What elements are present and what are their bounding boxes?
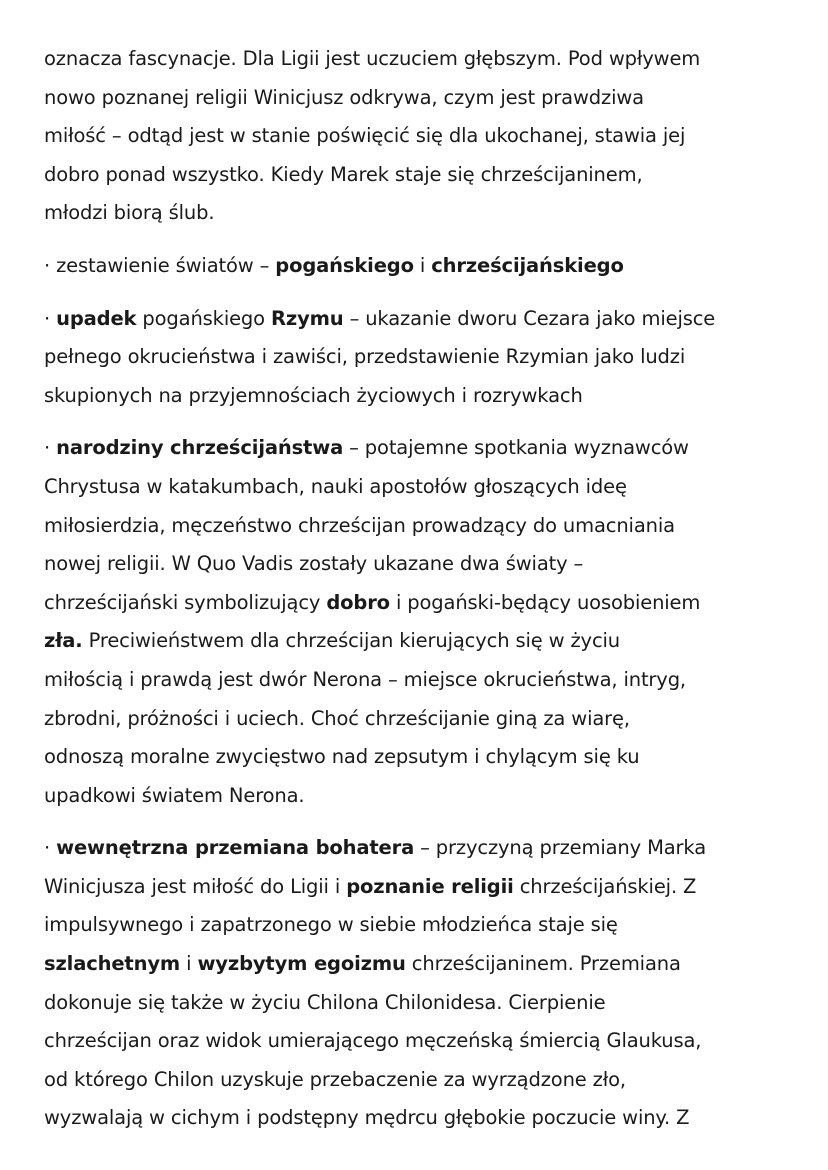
paragraph: [44, 300, 786, 416]
text-segment: Chrystusa w katakumbach, nauki apostołów głoszących ideę: [44, 474, 627, 498]
bold-text: wewnętrzna przemiana bohatera: [56, 836, 415, 860]
text-segment: ·: [44, 436, 57, 460]
text-line: [44, 700, 786, 739]
text-segment: chrześcijańskiej. Z: [513, 874, 697, 898]
text-segment: wyzwalają w cichym i podstępny mędrcu głębokie poczucie winy. Z: [44, 1106, 690, 1130]
bold-text: narodziny chrześcijaństwa: [56, 436, 344, 460]
text-line: [44, 338, 786, 377]
text-segment: nowo poznanej religii Winicjusz odkrywa, czym jest prawdziwa: [44, 85, 644, 109]
text-line: [44, 194, 786, 233]
text-line: [44, 429, 786, 468]
text-segment: – ukazanie dworu Cezara jako miejsce: [343, 306, 716, 330]
text-segment: miłość – odtąd jest w stanie poświęcić się dla ukochanej, stawia jej: [44, 124, 686, 148]
text-segment: młodzi biorą ślub.: [44, 201, 215, 225]
text-segment: i pogański-będący uosobieniem: [389, 590, 701, 614]
text-segment: skupionych na przyjemnościach życiowych i rozrywkach: [44, 383, 583, 407]
text-line: [44, 507, 786, 546]
text-segment: nowej religii. W Quo Vadis zostały ukazane dwa światy –: [44, 552, 584, 576]
bold-text: dobro: [326, 590, 390, 614]
text-line: [44, 156, 786, 195]
text-line: [44, 584, 786, 623]
bold-text: Rzymu: [271, 306, 344, 330]
text-line: [44, 661, 786, 700]
text-line: [44, 79, 786, 118]
text-line: [44, 1061, 786, 1100]
paragraph: [44, 40, 786, 233]
text-line: [44, 117, 786, 156]
bold-text: wyzbytym egoizmu: [197, 952, 406, 976]
text-segment: miłosierdzia, męczeństwo chrześcijan prowadzący do umacniania: [44, 513, 675, 537]
bold-text: upadek: [56, 306, 137, 330]
text-segment: impulsywnego i zapatrzonego w siebie młodzieńca staje się: [44, 913, 618, 937]
text-segment: – potajemne spotkania wyznawców: [343, 436, 689, 460]
text-segment: ·: [44, 306, 57, 330]
text-line: [44, 868, 786, 907]
text-segment: · zestawienie światów –: [44, 253, 276, 277]
paragraph: [44, 247, 786, 286]
text-line: [44, 247, 786, 286]
text-segment: dobro ponad wszystko. Kiedy Marek staje się chrześcijaninem,: [44, 162, 643, 186]
text-segment: chrześcijański symbolizujący: [44, 590, 327, 614]
text-segment: pogańskiego: [136, 306, 271, 330]
text-line: [44, 1022, 786, 1061]
text-segment: i: [413, 253, 432, 277]
text-segment: chrześcijaninem. Przemiana: [405, 952, 681, 976]
paragraph: [44, 829, 786, 1138]
text-segment: Preciwieństwem dla chrześcijan kierujących się w życiu: [82, 629, 620, 653]
bold-text: zła.: [44, 629, 83, 653]
text-segment: oznacza fascynacje. Dla Ligii jest uczuciem głębszym. Pod wpływem: [44, 47, 701, 70]
text-line: [44, 468, 786, 507]
bold-text: chrześcijańskiego: [431, 253, 624, 277]
text-line: [44, 777, 786, 816]
text-segment: od którego Chilon uzyskuje przebaczenie za wyrządzone zło,: [44, 1067, 626, 1091]
text-segment: upadkowi światem Nerona.: [44, 783, 305, 807]
text-segment: chrześcijan oraz widok umierającego męczeńską śmiercią Glaukusa,: [44, 1029, 702, 1053]
text-segment: i: [180, 952, 198, 976]
paragraph: [44, 429, 786, 815]
text-line: [44, 377, 786, 416]
text-segment: pełnego okrucieństwa i zawiści, przedstawienie Rzymian jako ludzi: [44, 345, 686, 369]
text-line: [44, 1099, 786, 1138]
text-line: [44, 738, 786, 777]
text-line: [44, 300, 786, 339]
bold-text: szlachetnym: [44, 952, 181, 976]
text-line: [44, 622, 786, 661]
text-segment: dokonuje się także w życiu Chilona Chilonidesa. Cierpienie: [44, 990, 606, 1014]
text-segment: – przyczyną przemiany Marka: [414, 836, 707, 860]
text-line: [44, 40, 786, 79]
text-line: [44, 829, 786, 868]
text-line: [44, 945, 786, 984]
text-line: [44, 984, 786, 1023]
bold-text: poznanie religii: [346, 874, 514, 898]
text-segment: miłością i prawdą jest dwór Nerona – miejsce okrucieństwa, intryg,: [44, 667, 686, 691]
text-segment: Winicjusza jest miłość do Ligii i: [44, 874, 347, 898]
text-segment: zbrodni, próżności i uciech. Choć chrześcijanie giną za wiarę,: [44, 706, 630, 730]
text-segment: ·: [44, 836, 57, 860]
text-segment: odnoszą moralne zwycięstwo nad zepsutym i chylącym się ku: [44, 745, 640, 769]
text-line: [44, 906, 786, 945]
text-line: [44, 545, 786, 584]
bold-text: pogańskiego: [275, 253, 414, 277]
